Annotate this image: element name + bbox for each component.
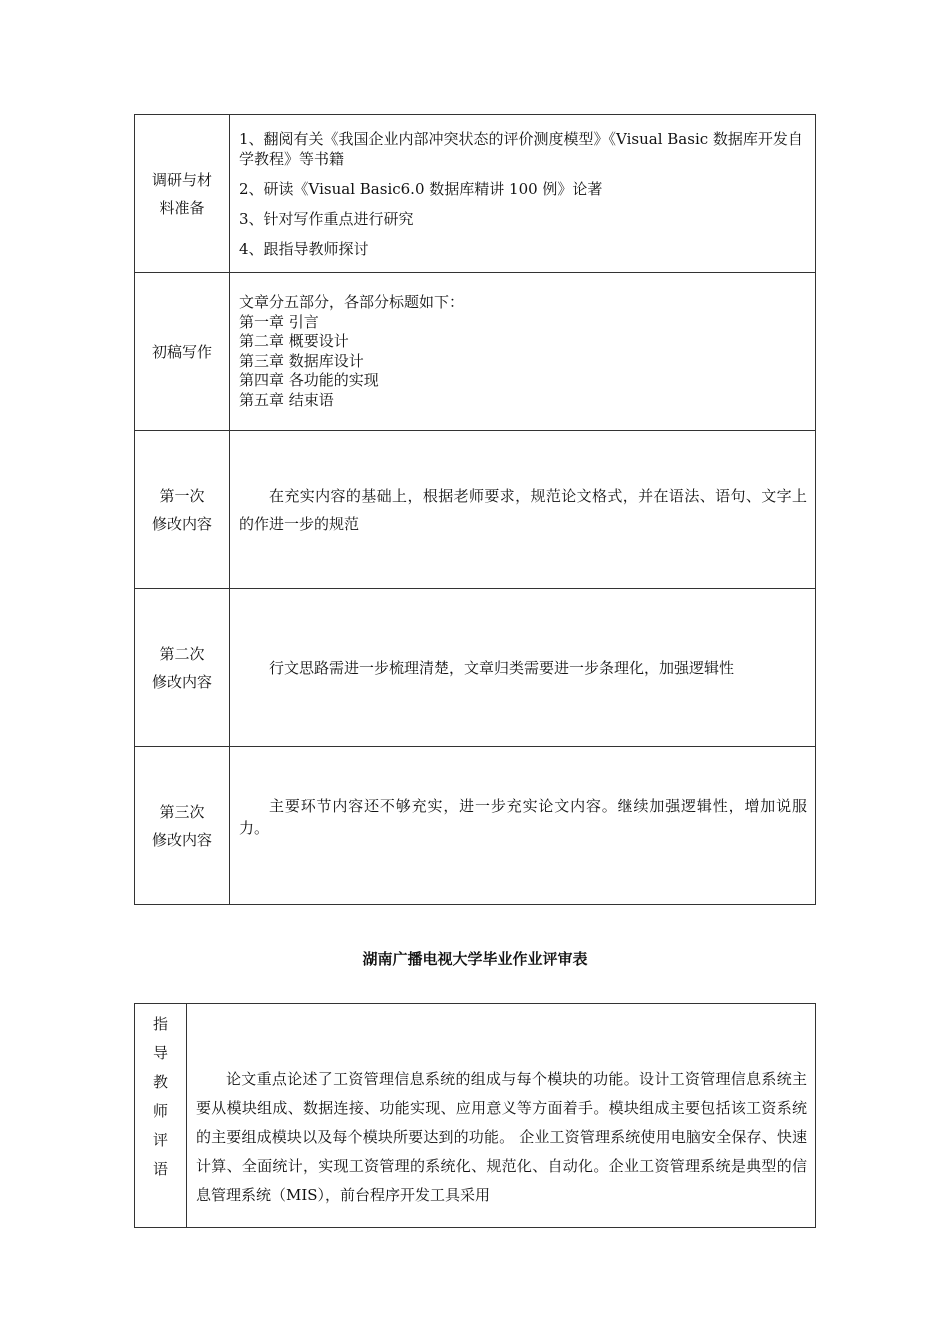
table-row: [135, 115, 816, 273]
label-line: 第三次: [159, 802, 205, 821]
label-char: 评: [152, 1131, 168, 1149]
list-item: 1、翻阅有关《我国企业内部冲突状态的评价测度模型》《Visual Basic 数据库开发自学教程》等书籍: [239, 129, 803, 168]
table-row: [135, 589, 816, 747]
list-item: 4、跟指导教师探讨: [239, 239, 369, 258]
review-table: [134, 1003, 816, 1228]
label-char: 指: [152, 1015, 168, 1033]
advisor-comment-text: 论文重点论述了工资管理信息系统的组成与每个模块的功能。设计工资管理信息系统主要从模块组成、数据连接、功能实现、应用意义等方面着手。模块组成主要包括该工资系统的主要组成模块以及每个模块所要达到的功能。 企业工资管理系统使用电脑安全保存、快速计算、全面统计，实现工资管理的系统化、规范化、自动化。企业工资管理系统是典型的信息管理系统（MIS），前台程序开发工具采用: [196, 1070, 807, 1204]
form-title: 湖南广播电视大学毕业作业评审表: [362, 950, 588, 968]
label-char: 教: [152, 1073, 168, 1091]
row-content: [230, 115, 816, 273]
row-content: [230, 273, 816, 431]
revision-text: 主要环节内容还不够充实，进一步充实论文内容。继续加强逻辑性，增加说服力。: [239, 797, 807, 837]
progress-table: [134, 114, 816, 905]
row-label: 初稿写作: [135, 273, 230, 431]
label-line: 修改内容: [151, 830, 212, 849]
label-line: 修改内容: [151, 672, 212, 691]
label-line: 第二次: [159, 644, 205, 663]
label-line: 料准备: [159, 198, 205, 217]
row-content: [230, 431, 816, 589]
list-item: 第一章 引言: [239, 312, 319, 331]
list-item: 第五章 结束语: [239, 390, 334, 409]
advisor-comment-content: [187, 1004, 816, 1228]
row-label: [135, 747, 230, 905]
label-char: 师: [152, 1102, 168, 1120]
list-item: 2、研读《Visual Basic6.0 数据库精讲 100 例》论著: [239, 179, 603, 198]
label-char: 语: [152, 1160, 168, 1178]
label-line: 第一次: [159, 486, 205, 505]
list-item: 第三章 数据库设计: [239, 351, 364, 370]
label-char: 导: [152, 1044, 168, 1062]
section-intro: 文章分五部分，各部分标题如下：: [239, 293, 465, 311]
list-item: 第二章 概要设计: [239, 332, 349, 350]
list-item: 3、针对写作重点进行研究: [239, 209, 414, 228]
row-label: [135, 115, 230, 273]
label-line: 修改内容: [151, 514, 212, 533]
label-line: 调研与材: [151, 170, 212, 189]
row-label: [135, 589, 230, 747]
row-content: [230, 589, 816, 747]
table-row: [135, 747, 816, 905]
advisor-comment-label: [135, 1004, 187, 1228]
revision-text: 行文思路需进一步梳理清楚，文章归类需要进一步条理化，加强逻辑性: [269, 658, 735, 677]
table-row: [135, 273, 816, 431]
revision-text: 在充实内容的基础上，根据老师要求，规范论文格式，并在语法、语句、文字上的作进一步的规范: [239, 486, 807, 533]
row-label: [135, 431, 230, 589]
table-row: [135, 1004, 816, 1228]
list-item: 第四章 各功能的实现: [239, 371, 379, 389]
table-row: [135, 431, 816, 589]
row-content: [230, 747, 816, 905]
